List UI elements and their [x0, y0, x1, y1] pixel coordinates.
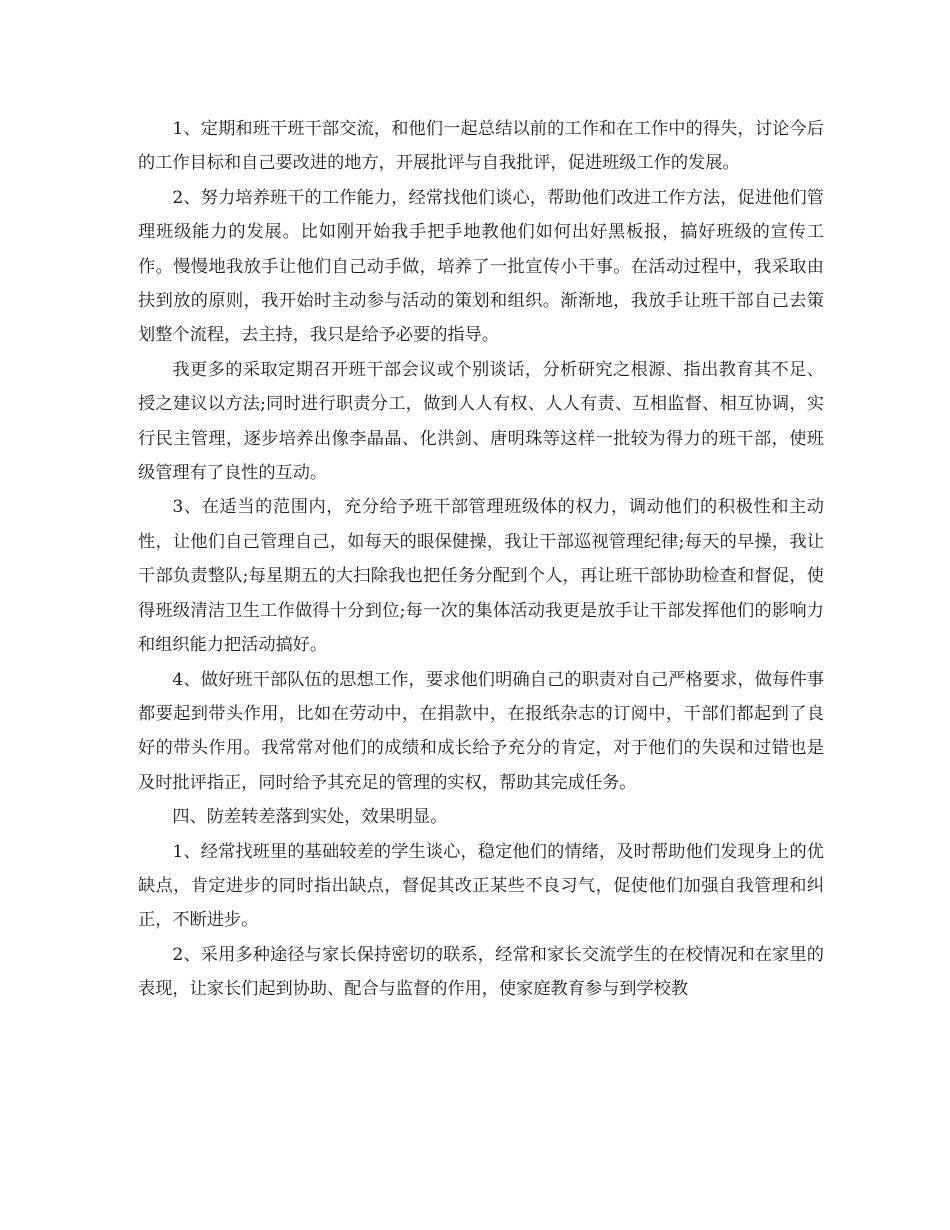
section-heading-4: 四、防差转差落到实处，效果明显。 [172, 807, 448, 828]
paragraph-6: 1、经常找班里的基础较差的学生谈心，稳定他们的情绪，及时帮助他们发现身上的优缺点，肯定进步的同时指出缺点，督促其改正某些不良习气，促使他们加强自我管理和纠正，不断进步。 [138, 841, 824, 931]
paragraph-2: 2、努力培养班干的工作能力，经常找他们谈心，帮助他们改进工作方法，促进他们管理班级能力的发展。比如刚开始我手把手地教他们如何出好黑板报，搞好班级的宣传工作。慢慢地我放手让他们自己动手做，培养了一批宣传小干事。在活动过程中，我采取由扶到放的原则，我开始时主动参与活动的策划和组织。渐渐地，我放手让班干部自己去策划整个流程，去主持，我只是给予必要的指导。 [138, 187, 824, 346]
document-body [138, 112, 824, 1007]
paragraph-4: 3、在适当的范围内，充分给予班干部管理班级体的权力，调动他们的积极性和主动性，让他们自己管理自己，如每天的眼保健操，我让干部巡视管理纪律;每天的早操，我让干部负责整队;每星期五的大扫除我也把任务分配到个人，再让班干部协助检查和督促，使得班级清洁卫生工作做得十分到位;每一次的集体活动我更是放手让干部发挥他们的影响力和组织能力把活动搞好。 [138, 497, 824, 656]
paragraph-1: 1、定期和班干班干部交流，和他们一起总结以前的工作和在工作中的得失，讨论今后的工作目标和自己要改进的地方，开展批评与自我批评，促进班级工作的发展。 [138, 119, 824, 174]
paragraph-7: 2、采用多种途径与家长保持密切的联系，经常和家长交流学生的在校情况和在家里的表现，让家长们起到协助、配合与监督的作用，使家庭教育参与到学校教 [138, 944, 824, 1000]
paragraph-5: 4、做好班干部队伍的思想工作，要求他们明确自己的职责对自己严格要求，做每件事都要起到带头作用，比如在劳动中，在捐款中，在报纸杂志的订阅中，干部们都起到了良好的带头作用。我常常对他们的成绩和成长给予充分的肯定，对于他们的失误和过错也是及时批评指正，同时给予其充足的管理的实权，帮助其完成任务。 [138, 669, 824, 793]
paragraph-3: 我更多的采取定期召开班干部会议或个别谈话，分析研究之根源、指出教育其不足、授之建议以方法;同时进行职责分工，做到人人有权、人人有责、互相监督、相互协调，实行民主管理，逐步培养出像李晶晶、化洪剑、唐明珠等这样一批较为得力的班干部，使班级管理有了良性的互动。 [138, 359, 824, 484]
